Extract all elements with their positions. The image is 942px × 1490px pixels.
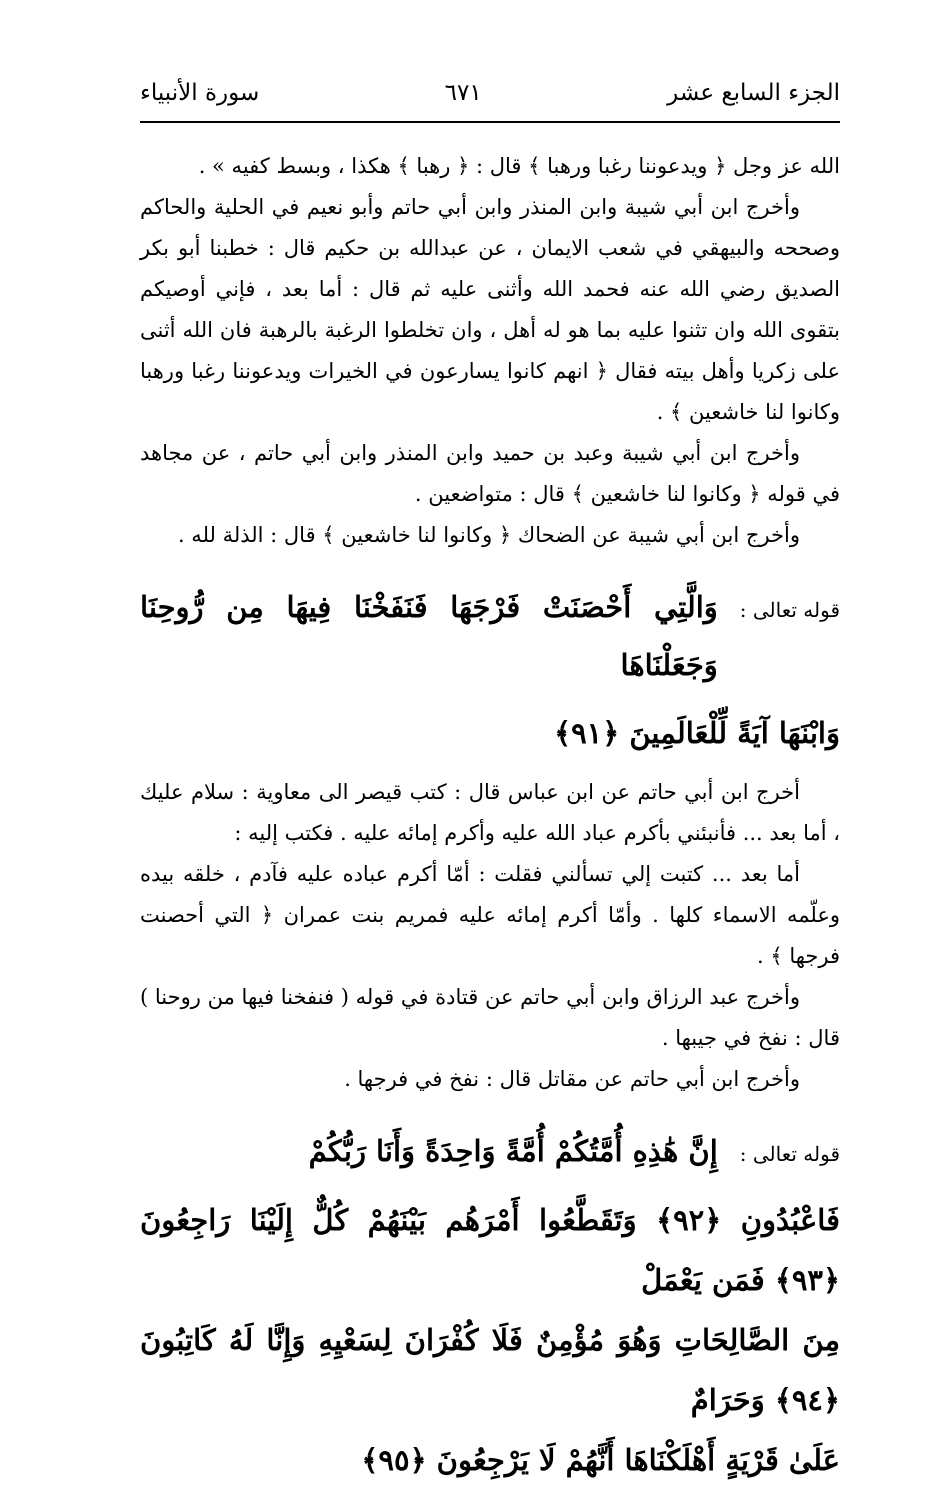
- paragraph: وأخرج ابن أبي حاتم عن مقاتل قال : نفخ في فرجها .: [344, 1067, 800, 1091]
- verse-heading: [140, 578, 840, 694]
- verse-lead: قوله تعالى :: [739, 1142, 840, 1166]
- page-number: ٦٧١: [444, 80, 482, 106]
- quran-verse-line: وَالَّتِي أَحْصَنَتْ فَرْجَهَا فَنَفَخْنَا فِيهَا مِن رُّوحِنَا وَجَعَلْنَاهَا: [140, 590, 718, 682]
- paragraph: أخرج ابن أبي حاتم عن ابن عباس قال : كتب قيصر الى معاوية : سلام عليك ، أما بعد ... فأنبئني بأكرم عباد الله عليه وأكرم إمائه عليه . فكتب إليه :: [140, 780, 840, 845]
- part-title: الجزء السابع عشر: [667, 80, 840, 106]
- page-body: [140, 146, 840, 1490]
- quran-verse-line: مِنَ الصَّالِحَاتِ وَهُوَ مُؤْمِنٌ فَلَا كُفْرَانَ لِسَعْيِهِ وَإِنَّا لَهُ كَاتِبُونَ ﴿٩٤﴾ وَحَرَامٌ: [140, 1323, 840, 1417]
- quran-verse-line: فَاعْبُدُونِ ﴿٩٢﴾ وَتَقَطَّعُوا أَمْرَهُم بَيْنَهُمْ كُلٌّ إِلَيْنَا رَاجِعُونَ ﴿٩٣﴾ فَمَن يَعْمَلْ: [140, 1203, 840, 1297]
- page-header: [140, 70, 840, 116]
- header-divider: [140, 121, 840, 123]
- paragraph: وأخرج ابن أبي شيبة عن الضحاك ﴿ وكانوا لنا خاشعين ﴾ قال : الذلة لله .: [177, 523, 800, 547]
- paragraph: أما بعد ... كتبت إلي تسألني فقلت : أمّا أكرم عباده عليه فآدم ، خلقه بيده وعلّمه الاسماء كلها . وأمّا أكرم إمائه عليه فمريم بنت عمران ﴿ التي أحصنت فرجها ﴾ .: [140, 862, 840, 968]
- paragraph: الله عز وجل ﴿ ويدعوننا رغبا ورهبا ﴾ قال : ﴿ رهبا ﴾ هكذا ، وبسط كفيه » .: [198, 154, 840, 178]
- quran-verse-line: وَابْنَهَا آيَةً لِّلْعَالَمِينَ ﴿٩١﴾: [554, 716, 840, 750]
- paragraph: وأخرج عبد الرزاق وابن أبي حاتم عن قتادة في قوله ( فنفخنا فيها من روحنا ) قال : نفخ في جيبها .: [140, 985, 840, 1050]
- verse-heading: [140, 1122, 840, 1180]
- paragraph: وأخرج ابن أبي شيبة وعبد بن حميد وابن المنذر وابن أبي حاتم ، عن مجاهد في قوله ﴿ وكانوا لنا خاشعين ﴾ قال : متواضعين .: [140, 441, 840, 506]
- paragraph: وأخرج ابن أبي شيبة وابن المنذر وابن أبي حاتم وأبو نعيم في الحلية والحاكم وصححه والبيهقي في شعب الايمان ، عن عبدالله بن حكيم قال : خطبنا أبو بكر الصديق رضي الله عنه فحمد الله وأثنى عليه ثم قال : أما بعد ، فإني أوصيكم بتقوى الله وان تثنوا عليه بما هو له أهل ، وان تخلطوا الرغبة بالرهبة فان الله أثنى على زكريا وأهل بيته فقال ﴿ انهم كانوا يسارعون في الخيرات ويدعوننا رغبا ورهبا وكانوا لنا خاشعين ﴾ .: [140, 195, 840, 424]
- verse-lead: قوله تعالى :: [739, 598, 840, 622]
- surah-title: سورة الأنبياء: [140, 80, 260, 106]
- quran-verse-line: عَلَىٰ قَرْيَةٍ أَهْلَكْنَاهَا أَنَّهُمْ لَا يَرْجِعُونَ ﴿٩٥﴾: [361, 1443, 840, 1477]
- quran-verse-line: إِنَّ هَٰذِهِ أُمَّتُكُمْ أُمَّةً وَاحِدَةً وَأَنَا رَبُّكُمْ: [308, 1134, 718, 1168]
